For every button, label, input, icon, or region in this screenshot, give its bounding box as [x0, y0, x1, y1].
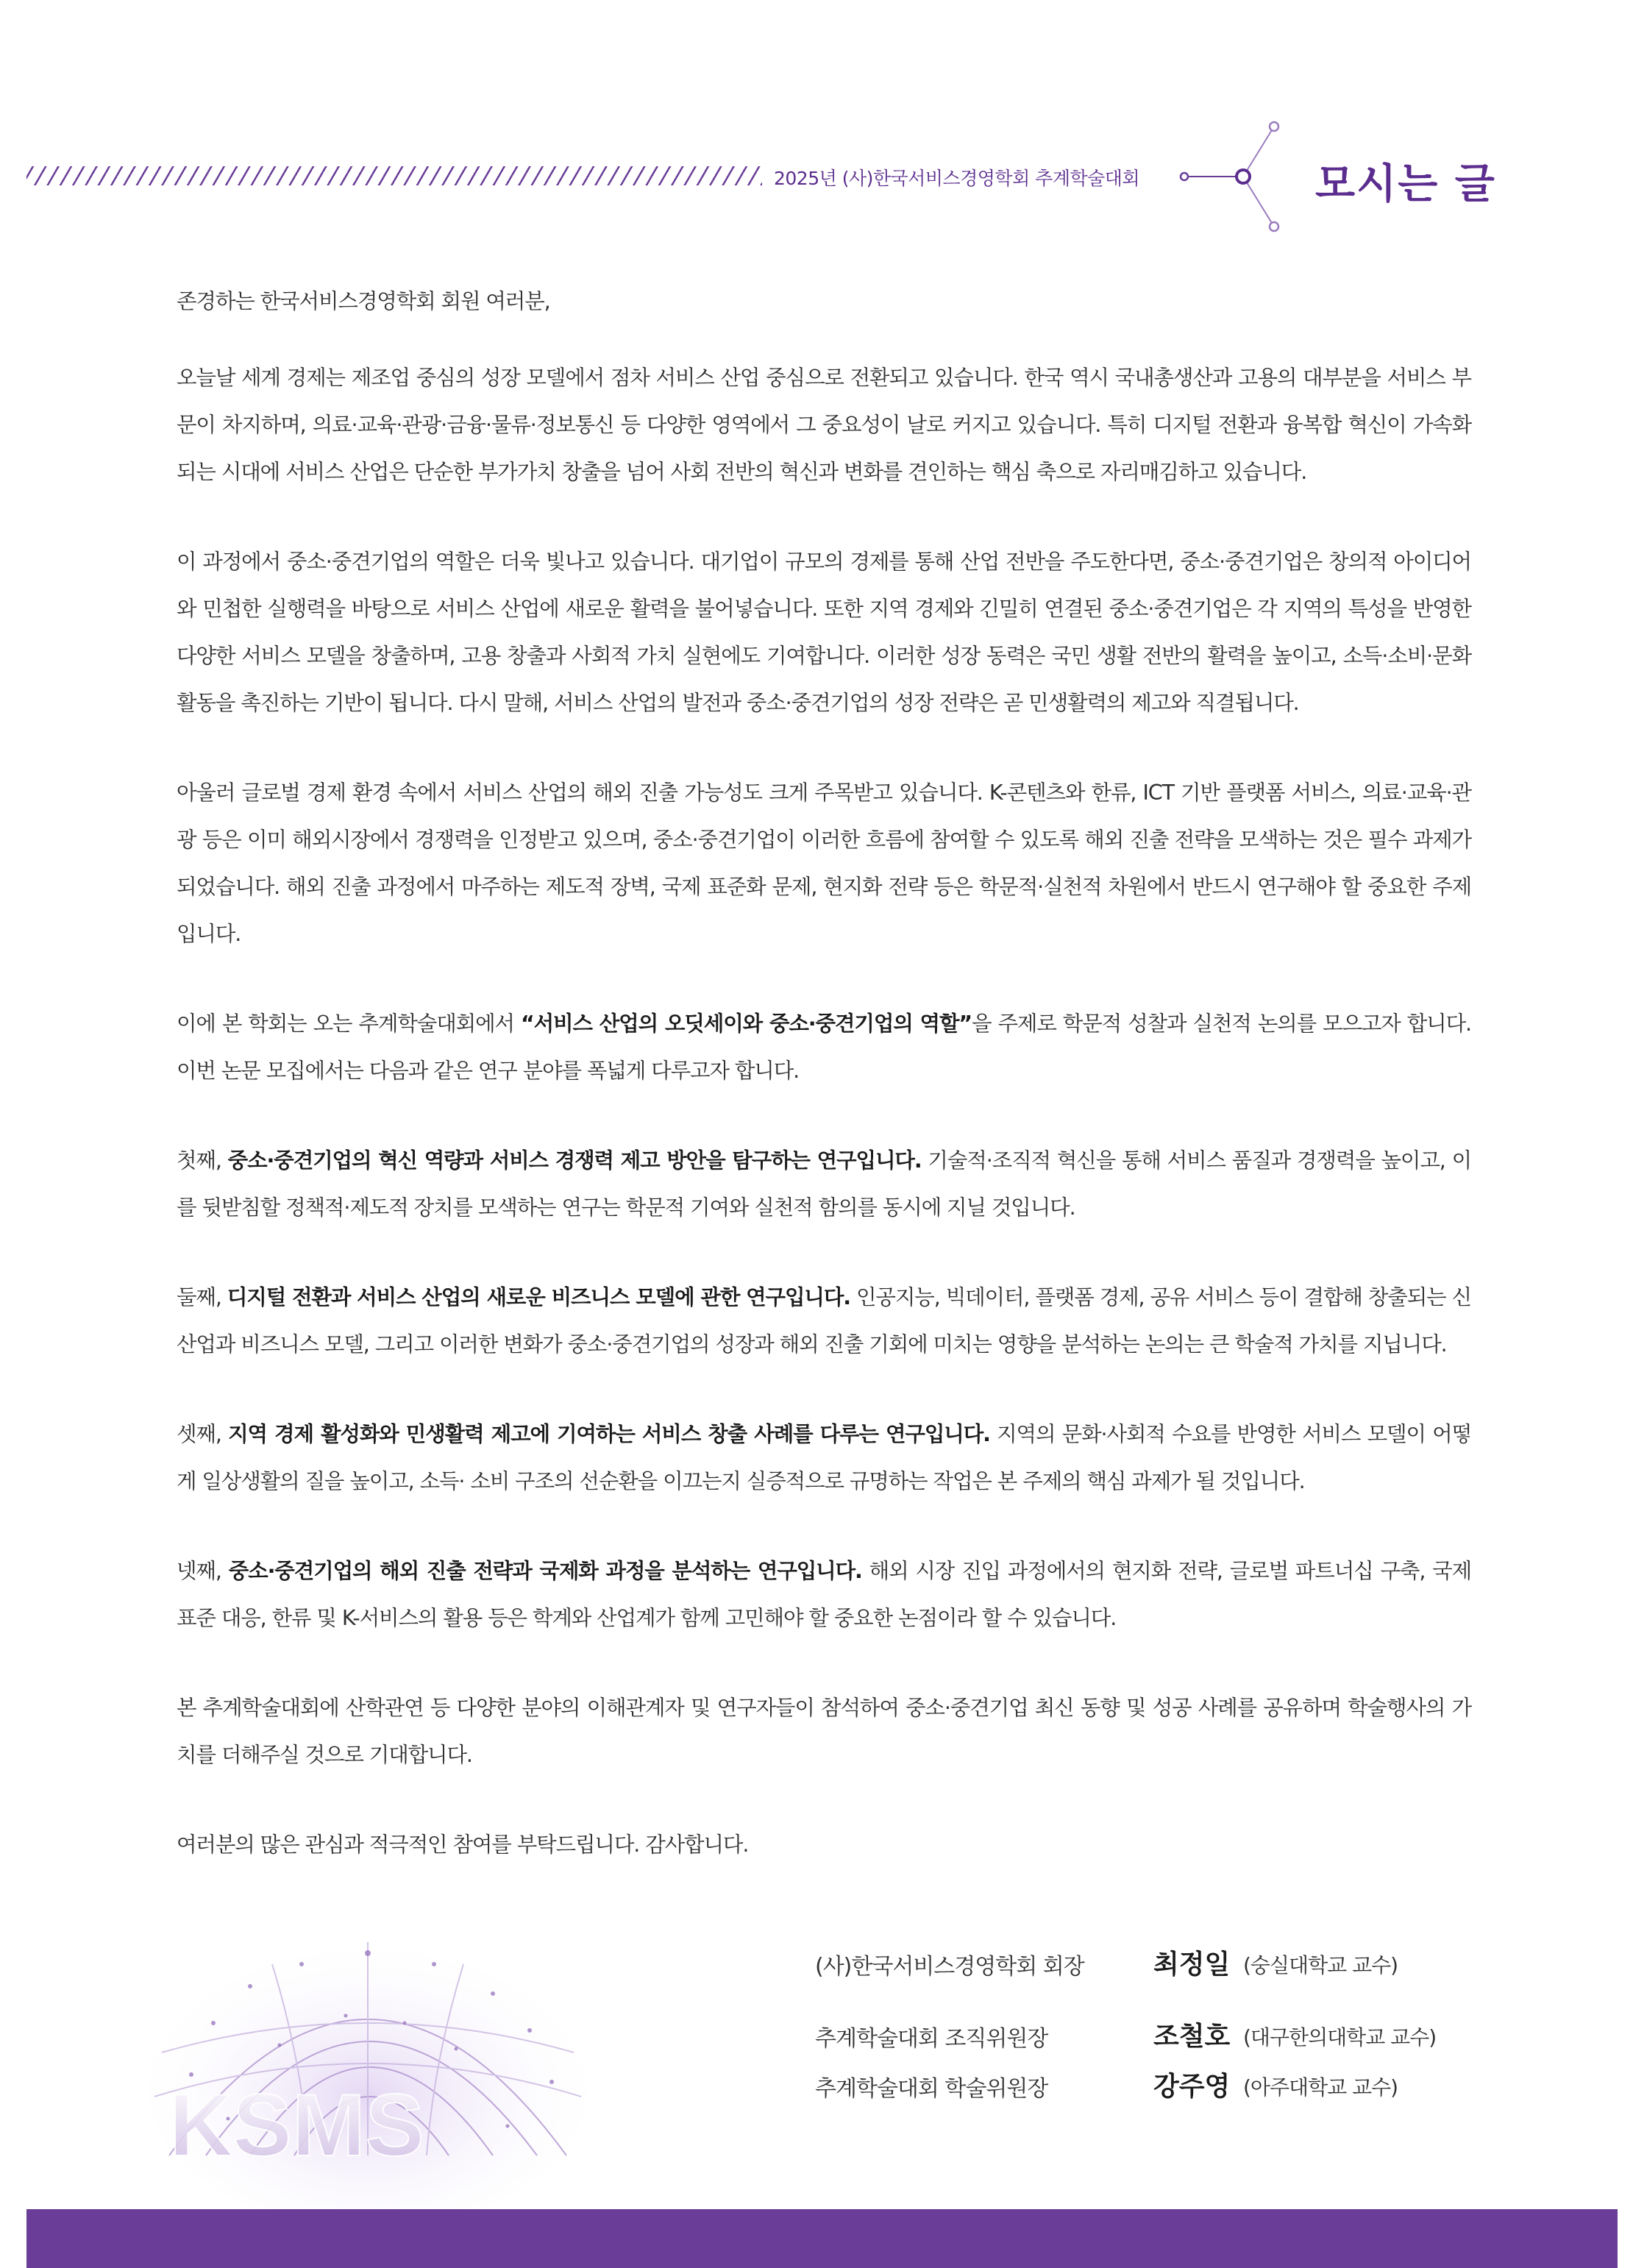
theme-rest-text: 을 주제로 학문적 성찰과 실천적 논의를 모으고자 합니다. 이번 논문 모집에서는 다음과 같은 연구 분야를 폭넓게 다루고자 합니다. — [177, 1012, 1472, 1083]
topic-4-heading: 중소·중견기업의 해외 진출 전략과 국제화 과정을 분석하는 연구입니다. — [228, 1559, 862, 1583]
topic-1-heading: 중소·중견기업의 혁신 역량과 서비스 경쟁력 제고 방안을 탐구하는 연구입니다. — [227, 1148, 922, 1173]
ksms-globe-logo — [125, 1913, 603, 2214]
signatory-name: 조철호 — [1153, 2022, 1231, 2052]
paragraph-closing: 여러분의 많은 관심과 적극적인 참여를 부탁드립니다. 감사합니다. — [177, 1832, 749, 1857]
paragraph-topic-1 — [177, 1137, 1471, 1231]
signatory-affiliation: (대구한의대학교 교수) — [1243, 2025, 1437, 2050]
hatch-line-decoration — [26, 166, 762, 185]
signatory-name: 강주영 — [1153, 2072, 1231, 2102]
connector-node-icon — [1170, 110, 1317, 243]
page-title: 모시는 글 — [1315, 160, 1496, 208]
signatory-role: 추계학술대회 학술위원장 — [815, 2076, 1048, 2102]
signatory-affiliation: (숭실대학교 교수) — [1243, 1953, 1398, 1977]
topic-3-text: 지역의 문화·사회적 수요를 반영한 서비스 모델이 어떻게 일상생활의 질을 높이고, 소득· 소비 구조의 선순환을 이끄는지 실증적으로 규명하는 작업은 본 주제의 핵심 과제가 될 것입니다. — [177, 1422, 1471, 1493]
topic-1-text: 기술적·조직적 혁신을 통해 서비스 품질과 경쟁력을 높이고, 이를 뒷받침할 정책적·제도적 장치를 모색하는 연구는 학문적 기여와 실천적 함의를 동시에 지닐 것입니다. — [177, 1148, 1472, 1220]
topic-3-heading: 지역 경제 활성화와 민생활력 제고에 기여하는 서비스 창출 사례를 다루는 연구입니다. — [228, 1422, 990, 1446]
paragraph-global: 아울러 글로벌 경제 환경 속에서 서비스 산업의 해외 진출 가능성도 크게 주목받고 있습니다. K-콘텐츠와 한류, ICT 기반 플랫폼 서비스, 의료·교육·관광 등은 이미 해외시장에서 경쟁력을 인정받고 있으며, 중소·중견기업이 이러한 흐름에 참여할 수 있도록 해외 진출 전략을 모색하는 것은 필수 과제가 되었습니다. 해외 진출 과정에서 마주하는 제도적 장벽, 국제 표준화 문제, 현지화 전략 등은 학문적·실천적 차원에서 반드시 연구해야 할 중요한 주제입니다. — [177, 781, 1471, 946]
conference-theme: “서비스 산업의 오딧세이와 중소·중견기업의 역할” — [520, 1012, 972, 1036]
paragraph-intro: 오늘날 세계 경제는 제조업 중심의 성장 모델에서 점차 서비스 산업 중심으로 전환되고 있습니다. 한국 역시 국내총생산과 고용의 대부분을 서비스 부문이 차지하며, 의료·교육·관광·금융·물류·정보통신 등 다양한 영역에서 그 중요성이 날로 커지고 있습니다. 특히 디지털 전환과 융복합 혁신이 가속화되는 시대에 서비스 산업은 단순한 부가가치 창출을 넘어 사회 전반의 혁신과 변화를 견인하는 핵심 축으로 자리매김하고 있습니다. — [177, 366, 1471, 484]
signatory-role: (사)한국서비스경영학회 회장 — [815, 1954, 1084, 1980]
logo-wordmark: KSMS — [169, 2076, 424, 2175]
theme-lead-text: 이에 본 학회는 오는 추계학술대회에서 — [177, 1012, 521, 1036]
topic-2-ordinal: 둘째, — [177, 1285, 227, 1309]
page-header — [0, 110, 1633, 243]
paragraph-topic-2 — [177, 1274, 1471, 1368]
signatory-name: 최정일 — [1153, 1949, 1231, 1980]
paragraph-topic-4 — [177, 1548, 1471, 1642]
paragraph-topic-3 — [177, 1411, 1471, 1505]
signatory-role: 추계학술대회 조직위원장 — [815, 2026, 1048, 2052]
topic-1-ordinal: 첫째, — [177, 1148, 228, 1173]
topic-2-text: 인공지능, 빅데이터, 플랫폼 경제, 공유 서비스 등이 결합해 창출되는 신산업과 비즈니스 모델, 그리고 이러한 변화가 중소·중견기업의 성장과 해외 진출 기회에 미치는 영향을 분석하는 논의는 큰 학술적 가치를 지닙니다. — [177, 1285, 1471, 1357]
topic-3-ordinal: 셋째, — [177, 1422, 229, 1446]
event-name: 2025년 (사)한국서비스경영학회 추계학술대회 — [774, 168, 1140, 189]
paragraph-theme — [177, 1000, 1471, 1095]
topic-4-text: 해외 시장 진입 과정에서의 현지화 전략, 글로벌 파트너십 구축, 국제 표준 대응, 한류 및 K-서비스의 활용 등은 학계와 산업계가 함께 고민해야 할 중요한 논점이라 할 수 있습니다. — [177, 1559, 1472, 1630]
topic-2-heading: 디지털 전환과 서비스 산업의 새로운 비즈니스 모델에 관한 연구입니다. — [227, 1285, 850, 1309]
footer-bar — [26, 2209, 1618, 2268]
paragraph-sme-role: 이 과정에서 중소·중견기업의 역할은 더욱 빛나고 있습니다. 대기업이 규모의 경제를 통해 산업 전반을 주도한다면, 중소·중견기업은 창의적 아이디어와 민첩한 실행력을 바탕으로 서비스 산업에 새로운 활력을 불어넣습니다. 또한 지역 경제와 긴밀히 연결된 중소·중견기업은 각 지역의 특성을 반영한 다양한 서비스 모델을 창출하며, 고용 창출과 사회적 가치 실현에도 기여합니다. 이러한 성장 동력은 국민 생활 전반의 활력을 높이고, 소득·소비·문화 활동을 촉진하는 기반이 됩니다. 다시 말해, 서비스 산업의 발전과 중소·중견기업의 성장 전략은 곧 민생활력의 제고와 직결됩니다. — [177, 550, 1471, 715]
greeting: 존경하는 한국서비스경영학회 회원 여러분, — [177, 289, 550, 313]
letter-body — [177, 278, 1471, 1911]
paragraph-expectation: 본 추계학술대회에 산학관연 등 다양한 분야의 이해관계자 및 연구자들이 참석하여 중소·중견기업 최신 동향 및 성공 사례를 공유하며 학술행사의 가치를 더해주실 것으로 기대합니다. — [177, 1696, 1471, 1767]
signatory-affiliation: (아주대학교 교수) — [1243, 2075, 1398, 2100]
topic-4-ordinal: 넷째, — [177, 1559, 229, 1583]
